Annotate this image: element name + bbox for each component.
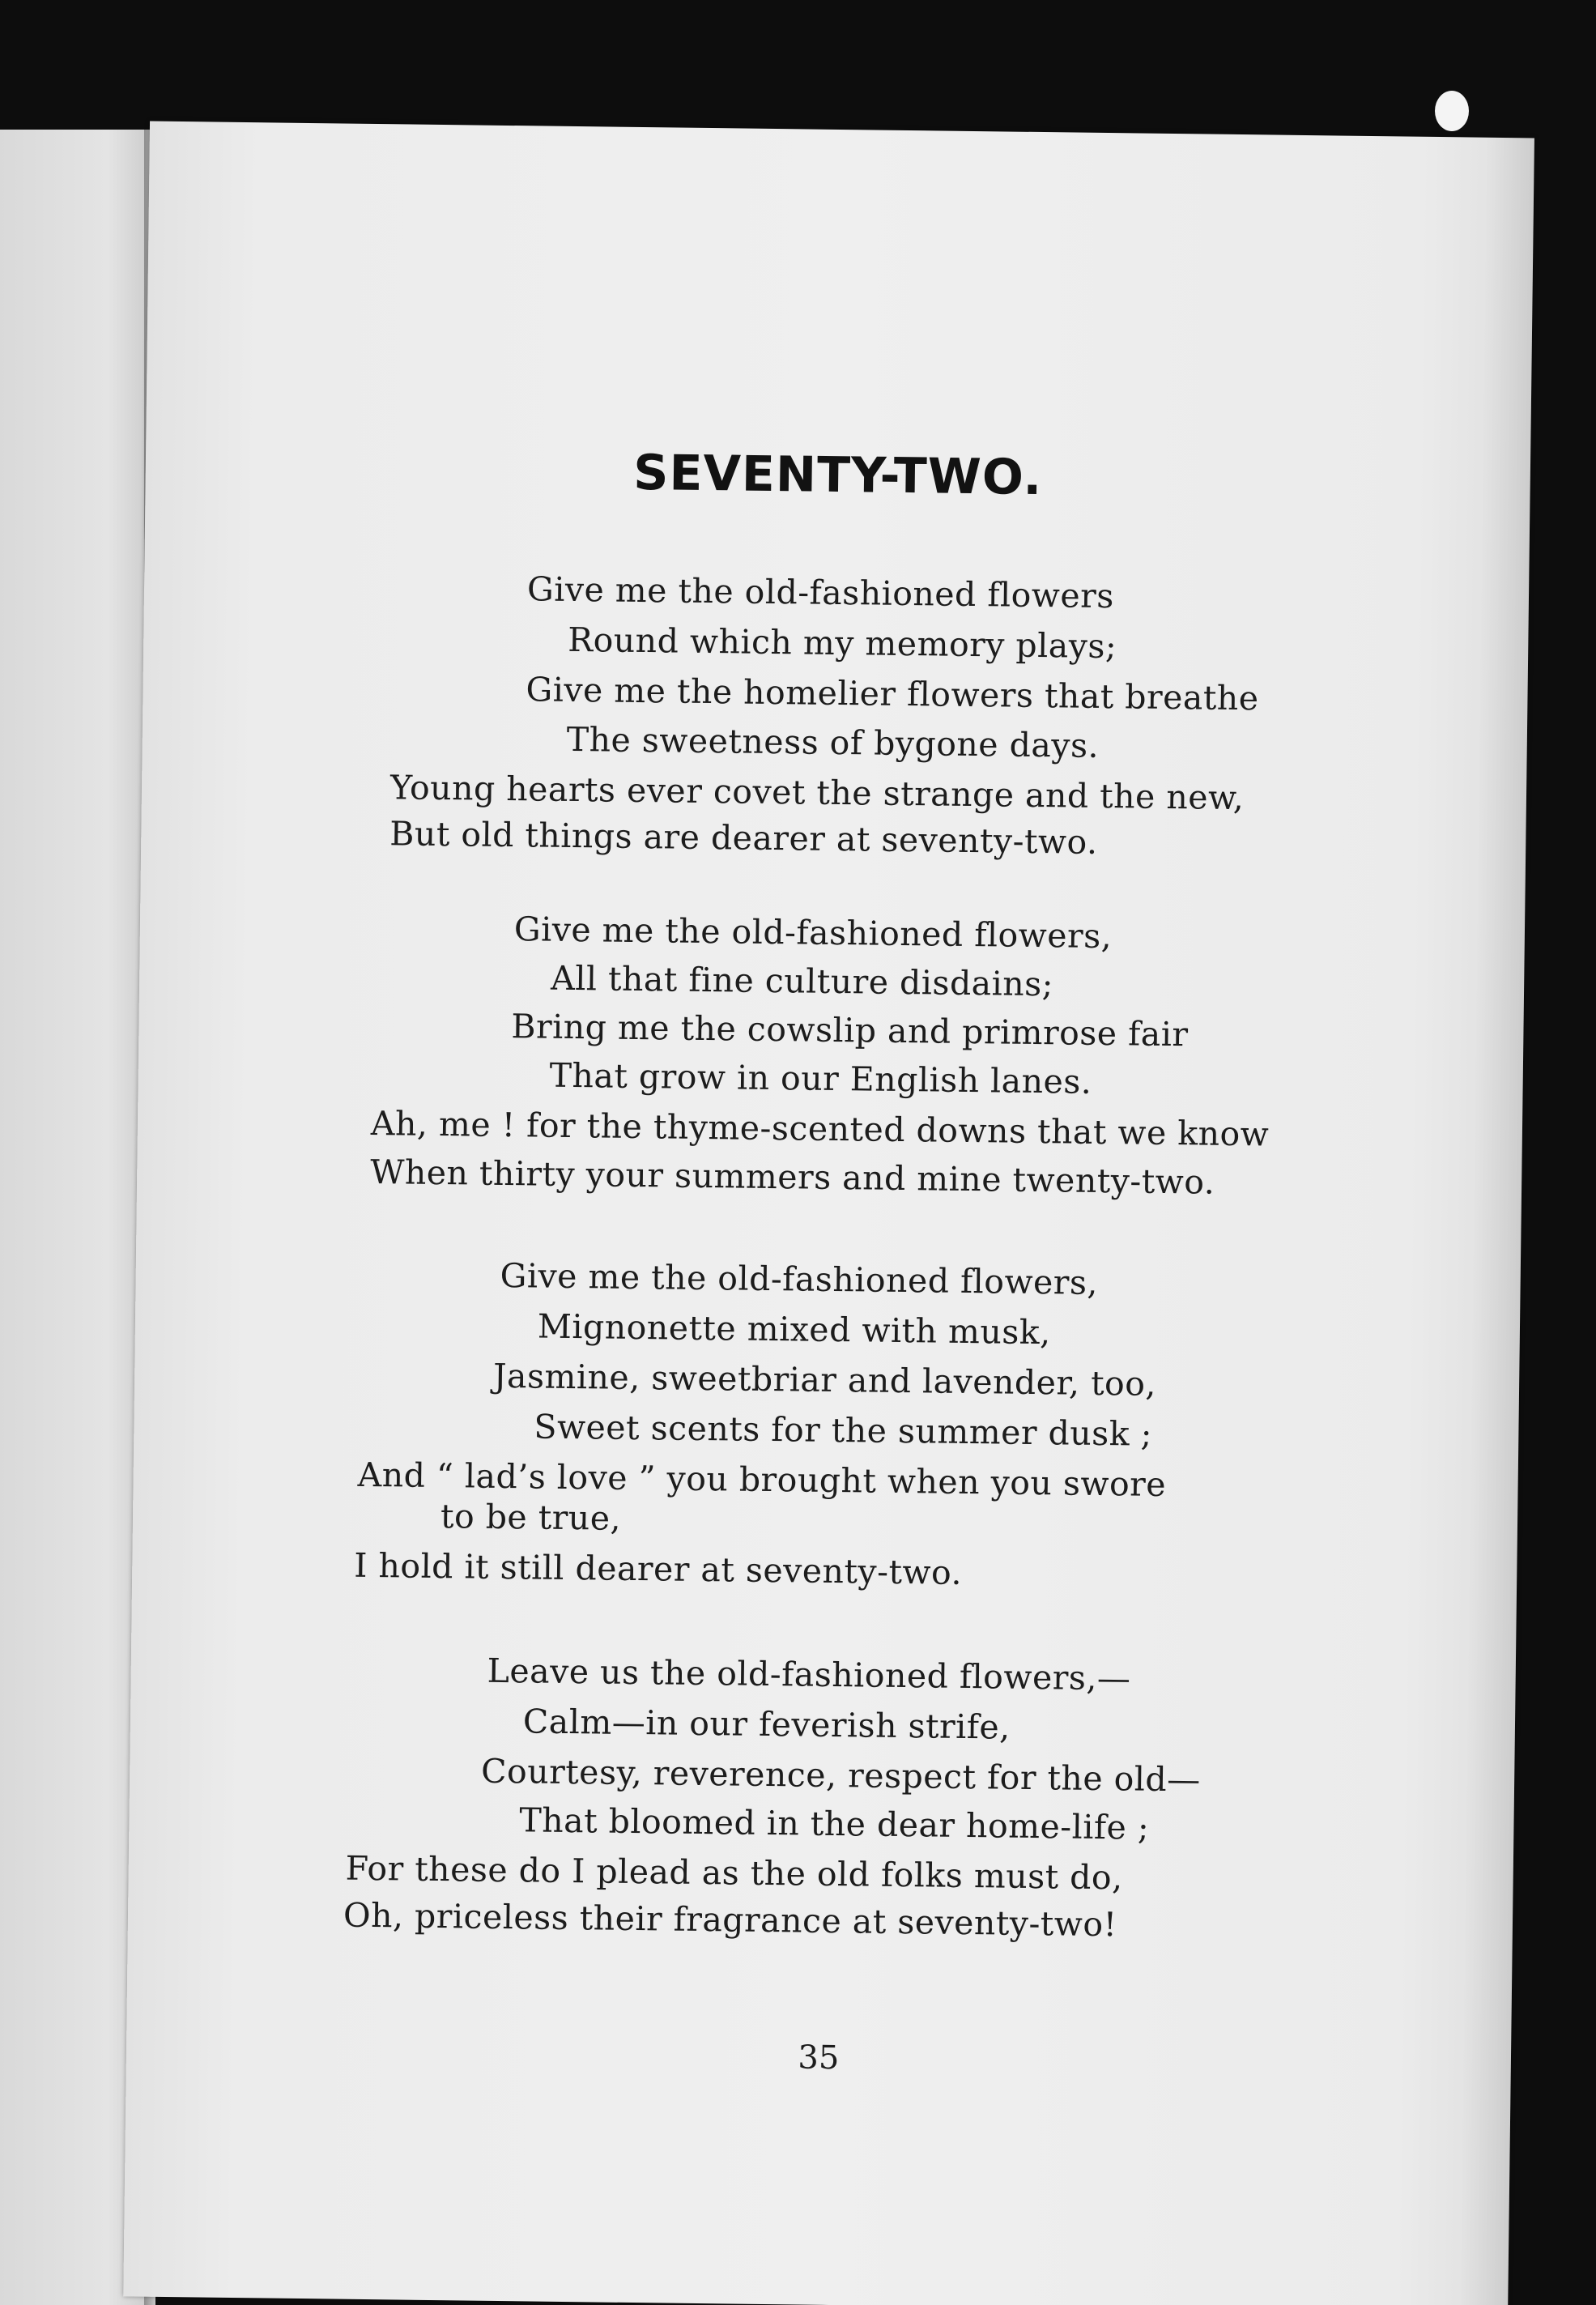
poem-line: Give me the old-fashioned flowers, [513, 910, 1113, 957]
poem-line: to be true, [440, 1497, 622, 1538]
poem-line: When thirty your summers and mine twenty-two. [369, 1152, 1215, 1202]
poem-line: But old things are dearer at seventy-two. [389, 814, 1098, 862]
poem-line: That bloomed in the dear home-life ; [519, 1800, 1150, 1847]
poem-body [150, 121, 1534, 1945]
poem-line: Jasmine, sweetbriar and lavender, too, [492, 1356, 1157, 1404]
poem-line: The sweetness of bygone days. [566, 719, 1100, 765]
poem-line: For these do I plead as the old folks must do, [345, 1848, 1123, 1898]
poem-line: Give me the old-fashioned flowers, [500, 1255, 1099, 1302]
poem-line: Calm—in our feverish strife, [522, 1702, 1011, 1747]
poem-line: Young hearts ever covet the strange and the new, [389, 768, 1245, 818]
poem-line: Leave us the old-fashioned flowers,— [487, 1651, 1131, 1698]
poem-line: Round which my memory plays; [567, 620, 1117, 667]
poem-line: Give me the old-fashioned flowers [526, 569, 1115, 616]
scan-artifact-hole [1435, 91, 1469, 131]
poem-line: Courtesy, reverence, respect for the old— [480, 1751, 1202, 1800]
poem-line: Ah, me ! for the thyme-scented downs that we know [370, 1103, 1270, 1154]
book-page [123, 121, 1534, 2305]
poem-line: Sweet scents for the summer dusk ; [534, 1407, 1153, 1454]
poem-line: Bring me the cowslip and primrose fair [511, 1007, 1189, 1055]
poem-title: SEVENTY-TWO. [632, 444, 1043, 507]
poem-line: I hold it still dearer at seventy-two. [354, 1545, 963, 1592]
poem-line: Mignonette mixed with musk, [537, 1306, 1051, 1353]
poem-line: And “ lad’s love ” you brought when you swore [357, 1455, 1167, 1505]
poem-line: Oh, priceless their fragrance at seventy-two! [343, 1895, 1117, 1945]
poem-line: All that fine culture disdains; [550, 958, 1054, 1004]
poem-line: That grow in our English lanes. [549, 1055, 1092, 1101]
poem-line: Give me the homelier flowers that breathe [526, 670, 1259, 718]
page-number: 35 [798, 2039, 840, 2077]
